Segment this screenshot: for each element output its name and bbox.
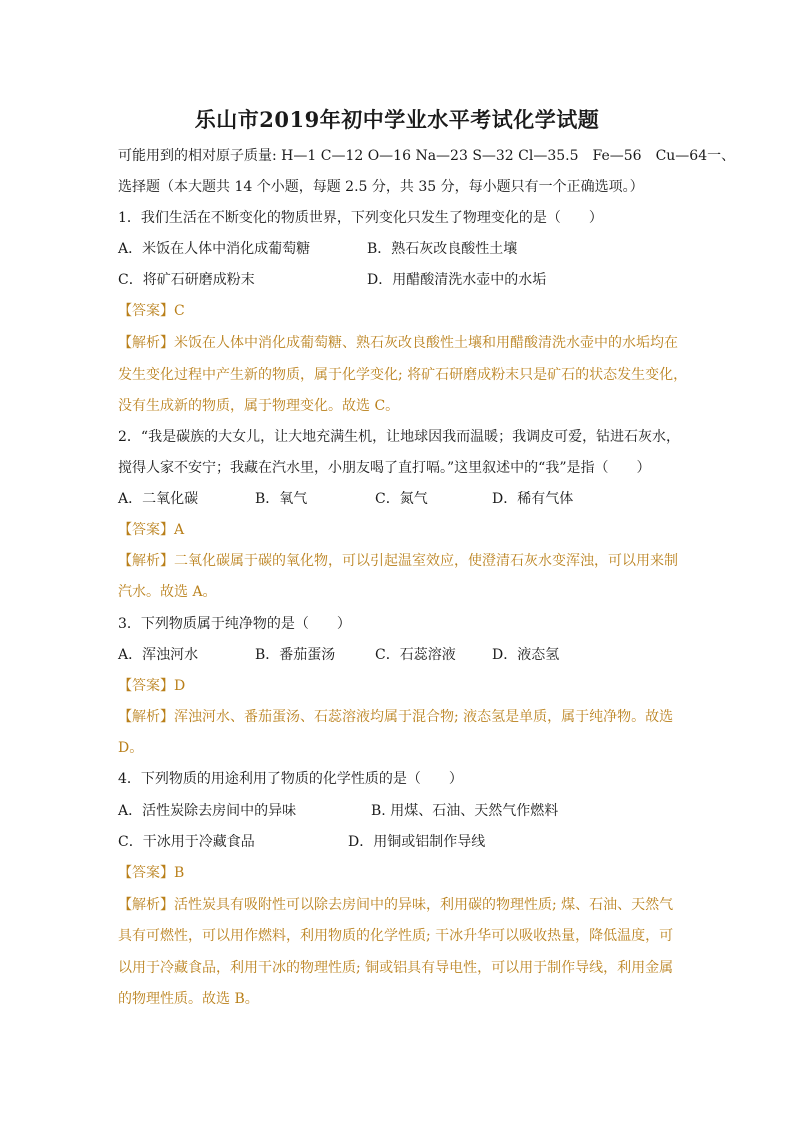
question-2-analysis-line: 【解析】二氧化碳属于碳的氧化物，可以引起温室效应，使澄清石灰水变浑浊，可以用来制 [118,553,678,569]
question-4-analysis-line: 【解析】活性炭具有吸附性可以除去房间中的异味，利用碳的物理性质; 煤、石油、天然气 [118,897,674,913]
question-3-option-c: C．石蕊溶液 [375,647,456,663]
question-2-stem: 2．“我是碳族的大女儿，让大地充满生机，让地球因我而温暖；我调皮可爱，钻进石灰水， [118,429,681,445]
intro-line: 选择题（本大题共 14 个小题，每题 2.5 分，共 35 分，每小题只有一个正确选项。） [118,179,644,195]
question-2-option-c: C．氮气 [375,491,428,507]
question-4-stem: 4．下列物质的用途利用了物质的化学性质的是（ ） [118,771,463,787]
question-4-analysis-line: 的物理性质。故选 B。 [118,991,259,1007]
question-3-stem: 3．下列物质属于纯净物的是（ ） [118,616,351,632]
question-2-option-b: B．氧气 [255,491,308,507]
question-1-option-a: A．米饭在人体中消化成葡萄糖 [118,241,311,257]
question-1-option-b: B．熟石灰改良酸性土壤 [367,241,518,257]
intro-line: 可能用到的相对原子质量: H—1 C—12 O—16 Na—23 S—32 Cl—35.5 Fe—56 Cu—64一、 [118,148,736,164]
question-3-option-b: B．番茄蛋汤 [255,647,336,663]
question-2-analysis-line: 汽水。故选 A。 [118,584,217,600]
question-1-stem: 1．我们生活在不断变化的物质世界，下列变化只发生了物理变化的是（ ） [118,210,603,226]
question-1-answer: 【答案】C [118,303,185,319]
question-3-analysis-line: 【解析】浑浊河水、番茄蛋汤、石蕊溶液均属于混合物; 液态氢是单质，属于纯净物。故选 [118,709,674,725]
question-4-analysis-line: 具有可燃性，可以用作燃料，利用物质的化学性质; 干冰升华可以吸收热量，降低温度，可 [118,928,674,944]
question-2-option-a: A．二氧化碳 [118,491,199,507]
question-1-option-c: C．将矿石研磨成粉末 [118,272,255,288]
question-1-analysis-line: 没有生成新的物质，属于物理变化。故选 C。 [118,398,400,414]
question-4-option-c: C．干冰用于冷藏食品 [118,834,255,850]
question-3-option-a: A．浑浊河水 [118,647,199,663]
question-2-answer: 【答案】A [118,522,185,538]
question-4-option-d: D．用铜或铝制作导线 [348,834,486,850]
question-3-analysis-line: D。 [118,740,144,756]
question-4-analysis-line: 以用于冷藏食品，利用干冰的物理性质; 铜或铝具有导电性，可以用于制作导线，利用金属 [118,960,674,976]
question-4-answer: 【答案】B [118,865,185,881]
question-3-option-d: D．液态氢 [492,647,560,663]
question-4-option-a: A．活性炭除去房间中的异味 [118,803,297,819]
question-4-option-b: B. 用煤、石油、天然气作燃料 [371,803,559,819]
question-3-answer: 【答案】D [118,678,186,694]
question-2-option-d: D．稀有气体 [492,491,574,507]
question-1-analysis-line: 发生变化过程中产生新的物质，属于化学变化; 将矿石研磨成粉末只是矿石的状态发生变化， [118,367,688,383]
page-title: 乐山市2019年初中学业水平考试化学试题 [194,107,600,132]
question-1-option-d: D．用醋酸清洗水壶中的水垢 [367,272,547,288]
question-1-analysis-line: 【解析】米饭在人体中消化成葡萄糖、熟石灰改良酸性土壤和用醋酸清洗水壶中的水垢均在 [118,335,678,351]
question-2-stem: 搅得人家不安宁；我藏在汽水里，小朋友喝了直打嗝。”这里叙述中的“我”是指（ ） [118,460,651,476]
